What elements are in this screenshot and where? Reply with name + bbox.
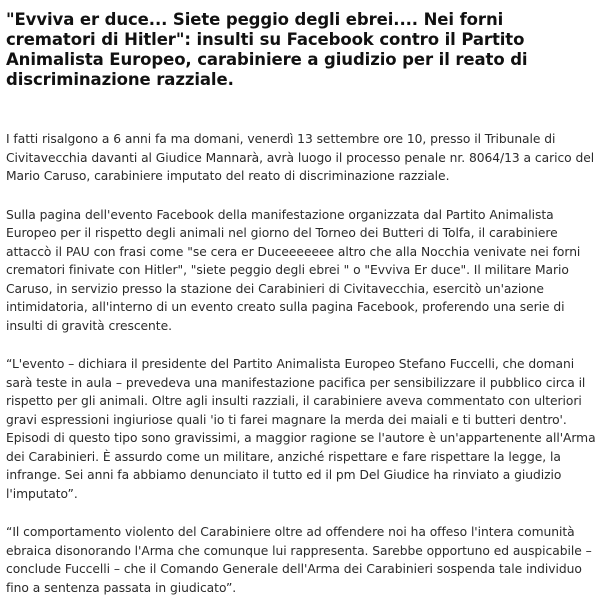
article-paragraph-2: Sulla pagina dell'evento Facebook della manifestazione organizzata dal Partito Animalista Europeo per il rispetto degli animali nel giorno del Torneo dei Butteri di Tolfa, il carabiniere attaccò il PAU con frasi come "se cera er Duceeeeeee altro che alla Nocchia venivate nei forni crematori finivate con Hitler", "siete peggio degli ebrei " o "Evviva Er duce". Il militare Mario Caruso, in servizio presso la stazione dei Carabinieri di Civitavecchia, esercitò un'azione intimidatoria, all'interno di un evento creato sulla pagina Facebook, proferendo una serie di insulti di gravità crescente. (6, 207, 581, 333)
article-paragraph-3: “L'evento – dichiara il presidente del Partito Animalista Europeo Stefano Fuccelli, che domani sarà teste in aula – prevedeva una manifestazione pacifica per sensibilizzare il pubblico circa il rispetto per gli animali. Oltre agli insulti razziali, il carabiniere aveva commentato con ulteriori gravi espressioni ingiuriose quali 'io ti farei magnare la merda dei maiali e ti butteri dentro'. Episodi di questo tipo sono gravissimi, a maggior ragione se l'autore è un'appartenente all'Arma dei Carabinieri. È assurdo come un militare, anziché rispettare e fare rispettare la legge, la infrange. Sei anni fa abbiamo denunciato il tutto ed il pm Del Giudice ha rinviato a giudizio l'imputato”. (6, 357, 596, 501)
article-paragraph-4: “Il comportamento violento del Carabiniere oltre ad offendere noi ha offeso l'intera comunità ebraica disonorando l'Arma che comunque lui rappresenta. Sarebbe opportuno ed auspicabile – conclude Fuccelli – che il Comando Generale dell'Arma dei Carabinieri sospenda tale individuo fino a sentenza passata in giudicato”. (6, 525, 592, 595)
article-headline: "Evviva er duce... Siete peggio degli ebrei.... Nei forni crematori di Hitler": insulti su Facebook contro il Partito Animalista Europeo, carabiniere a giudizio per il reato di discriminazione razziale. (6, 10, 528, 89)
article-paragraph-1: I fatti risalgono a 6 anni fa ma domani, venerdì 13 settembre ore 10, presso il Tribunale di Civitavecchia davanti al Giudice Mannarà, avrà luogo il processo penale nr. 8064/13 a carico del Mario Caruso, carabiniere imputato del reato di discriminazione razziale. (6, 132, 595, 183)
